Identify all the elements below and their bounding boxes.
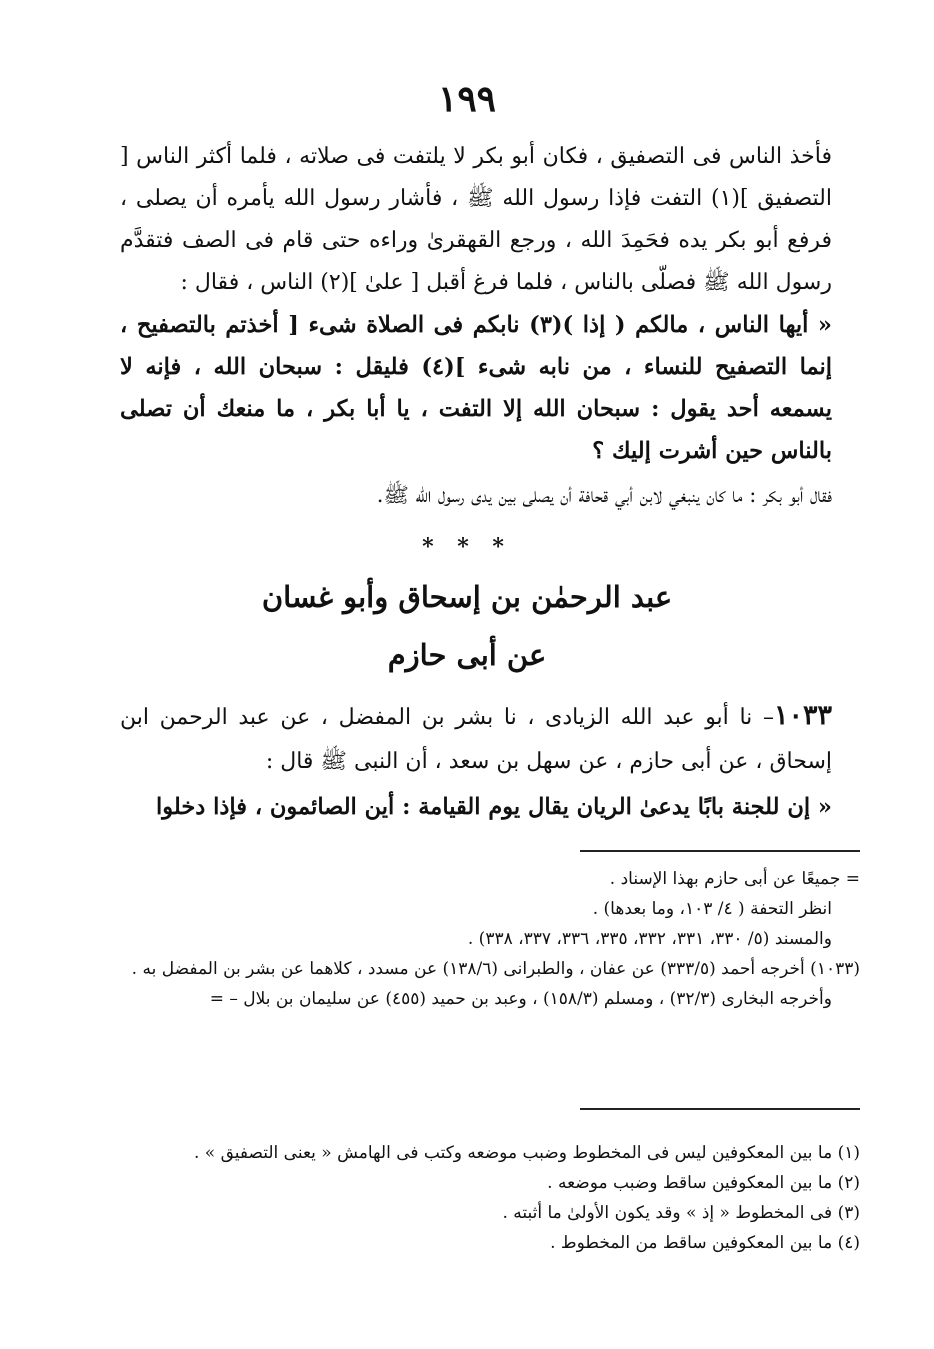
footnote: (٤) ما بين المعكوفين ساقط من المخطوط . (550, 1233, 860, 1253)
footnote: (٣) فى المخطوط « إذ » وقد يكون الأولىٰ ما أثبته . (502, 1203, 860, 1223)
page-number: ١٩٩ (437, 78, 496, 120)
footnotes-divider (580, 1108, 860, 1110)
hadith-chain: – نا أبو عبد الله الزيادى ، نا بشر بن المفضل ، عن عبد الرحمن ابن إسحاق ، عن أبى حازم ، عن سهل بن سعد ، أن النبى ﷺ قال : (120, 705, 832, 774)
takhrij-notes (120, 864, 860, 1014)
prophet-quote: « أيها الناس ، مالكم ( إذا )(٣) نابكم فى الصلاة شىء [ أخذتم بالتصفيح ، إنما التصفيح للنساء ، من نابه شىء ](٤) فليقل : سبحان الله ، فإنه لا يسمعه أحد يقول : سبحان الله إلا التفت ، يا أبا بكر ، ما منعك أن تصلى بالناس حين أشرت إليك ؟ (120, 312, 832, 464)
takhrij-divider (580, 850, 860, 852)
section-subheading: عن أبى حازم (387, 638, 547, 672)
narration-paragraph: فأخذ الناس فى التصفيق ، فكان أبو بكر لا يلتفت فى صلاته ، فلما أكثر الناس [ التصفيق ](١) التفت فإذا رسول الله ﷺ ، فأشار رسول الله يأمره أن يصلى ، فرفع أبو بكر يده فحَمِدَ الله ، ورجع القهقرىٰ وراءه حتى قام فى الصف فتقدَّم رسول الله ﷺ فصلّى بالناس ، فلما فرغ أقبل [ علىٰ ](٢) الناس ، فقال : (120, 144, 832, 295)
takhrij-line: = جميعًا عن أبى حازم بهذا الإسناد . (609, 869, 860, 889)
hadith-matn: « إن للجنة بابًا يدعىٰ الريان يقال يوم القيامة : أين الصائمون ، فإذا دخلوا (156, 794, 832, 820)
hadith-number: ١٠٣٣ (773, 700, 832, 731)
section-heading: عبد الرحمٰن بن إسحاق وأبو غسان (261, 580, 673, 614)
footnote: (٢) ما بين المعكوفين ساقط وضبب موضعه . (547, 1173, 860, 1193)
takhrij-line: والمسند (٥/ ٣٣٠، ٣٣١، ٣٣٢، ٣٣٥، ٣٣٦، ٣٣٧، ٣٣٨) . (467, 929, 832, 949)
hadith-isnad (120, 694, 832, 784)
takhrij-line: انظر التحفة ( ٤/ ١٠٣، وما بعدها) . (592, 899, 832, 919)
takhrij-line: (١٠٣٣) أخرجه أحمد (٣٣٣/٥) عن عفان ، والطبرانى (١٣٨/٦) عن مسدد ، كلاهما عن بشر بن المفضل به . (131, 959, 860, 979)
footnote: (١) ما بين المعكوفين ليس فى المخطوط وضبب موضعه وكتب فى الهامش « يعنى التصفيق » . (193, 1143, 860, 1163)
abu-bakr-reply: فقال أبو بكر : ما كان ينبغي لابن أبي قحافة أن يصلى بين يدى رسول الله ﷺ. (376, 483, 832, 507)
takhrij-line: وأخرجه البخارى (٣٢/٣) ، ومسلم (١٥٨/٣) ، وعبد بن حميد (٤٥٥) عن سليمان بن بلال – = (209, 989, 832, 1009)
footnotes (120, 1138, 860, 1258)
section-separator: * * * (422, 534, 512, 560)
